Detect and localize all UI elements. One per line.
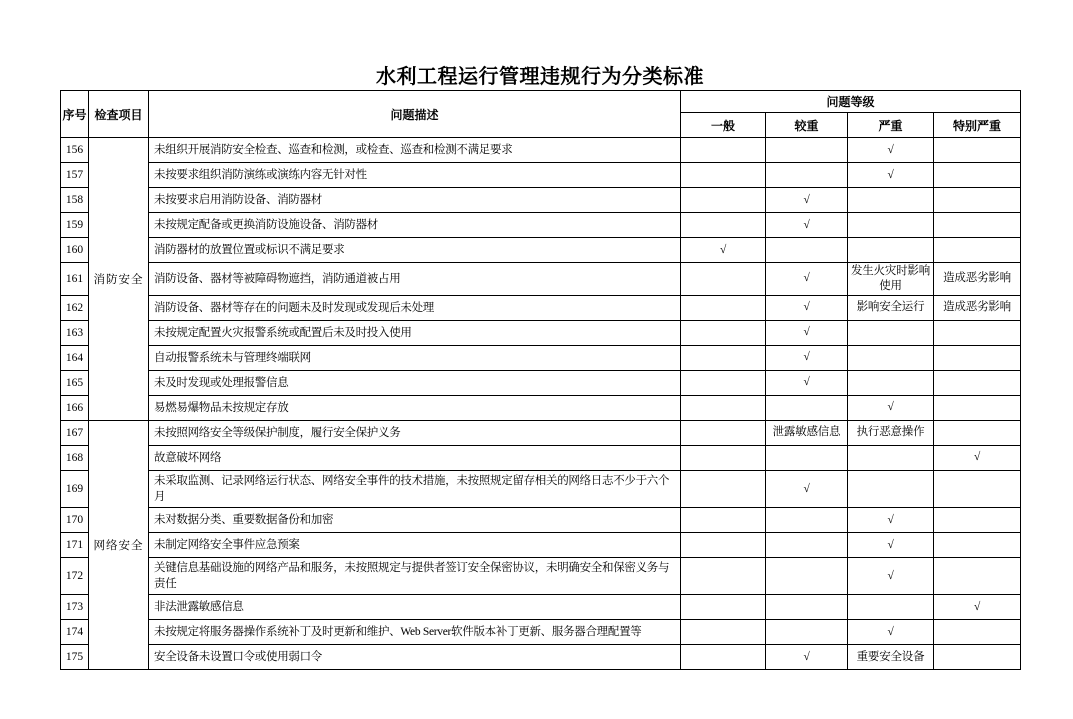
level-cell-serious: [766, 395, 848, 420]
level-cell-general: [681, 533, 766, 558]
classification-table: [60, 90, 1021, 670]
row-description: 未按要求组织消防演练或演练内容无针对性: [149, 163, 681, 188]
row-serial-number: 159: [61, 213, 89, 238]
level-cell-serious: [766, 595, 848, 620]
row-serial-number: 166: [61, 395, 89, 420]
row-description: 消防设备、器材等被障碍物遮挡，消防通道被占用: [149, 263, 681, 296]
row-serial-number: 168: [61, 445, 89, 470]
level-cell-extreme: 造成恶劣影响: [934, 295, 1021, 320]
row-description: 未及时发现或处理报警信息: [149, 370, 681, 395]
row-serial-number: 165: [61, 370, 89, 395]
level-cell-general: [681, 345, 766, 370]
level-cell-extreme: [934, 508, 1021, 533]
row-serial-number: 173: [61, 595, 89, 620]
row-description: 易燃易爆物品未按规定存放: [149, 395, 681, 420]
row-description: 未采取监测、记录网络运行状态、网络安全事件的技术措施，未按照规定留存相关的网络日志不少于六个月: [149, 470, 681, 507]
level-cell-serious: [766, 620, 848, 645]
level-cell-general: [681, 620, 766, 645]
level-cell-extreme: 造成恶劣影响: [934, 263, 1021, 296]
level-cell-serious: 泄露敏感信息: [766, 420, 848, 445]
table-row: [61, 213, 1021, 238]
table-row: [61, 238, 1021, 263]
level-cell-general: √: [681, 238, 766, 263]
level-cell-general: [681, 320, 766, 345]
table-row: [61, 558, 1021, 595]
table-row: [61, 395, 1021, 420]
level-cell-serious: [766, 508, 848, 533]
row-serial-number: 167: [61, 420, 89, 445]
level-cell-general: [681, 163, 766, 188]
level-cell-extreme: [934, 345, 1021, 370]
table-row: [61, 345, 1021, 370]
level-cell-general: [681, 370, 766, 395]
level-cell-general: [681, 420, 766, 445]
level-cell-severe: √: [848, 163, 934, 188]
table-row: [61, 595, 1021, 620]
level-cell-severe: √: [848, 508, 934, 533]
row-serial-number: 171: [61, 533, 89, 558]
level-cell-extreme: [934, 238, 1021, 263]
col-header-level-extreme: 特别严重: [934, 113, 1021, 138]
level-cell-severe: √: [848, 533, 934, 558]
level-cell-general: [681, 558, 766, 595]
col-header-level-general: 一般: [681, 113, 766, 138]
level-cell-severe: 重要安全设备: [848, 645, 934, 670]
col-header-category: 检查项目: [89, 91, 149, 138]
row-serial-number: 164: [61, 345, 89, 370]
level-cell-general: [681, 395, 766, 420]
level-cell-extreme: [934, 213, 1021, 238]
level-cell-extreme: [934, 620, 1021, 645]
level-cell-severe: [848, 595, 934, 620]
row-serial-number: 163: [61, 320, 89, 345]
table-row: [61, 420, 1021, 445]
table-row: [61, 533, 1021, 558]
row-description: 未按规定将服务器操作系统补丁及时更新和维护、Web Server软件版本补丁更新、服务器合理配置等: [149, 620, 681, 645]
level-cell-extreme: [934, 558, 1021, 595]
level-cell-serious: √: [766, 320, 848, 345]
row-description: 未按要求启用消防设备、消防器材: [149, 188, 681, 213]
table-row: [61, 320, 1021, 345]
table-row: [61, 645, 1021, 670]
row-serial-number: 160: [61, 238, 89, 263]
table-row: [61, 295, 1021, 320]
level-cell-extreme: [934, 533, 1021, 558]
table-row: [61, 263, 1021, 296]
row-serial-number: 158: [61, 188, 89, 213]
level-cell-severe: [848, 445, 934, 470]
row-description: 安全设备未设置口令或使用弱口令: [149, 645, 681, 670]
level-cell-extreme: [934, 138, 1021, 163]
row-description: 消防器材的放置位置或标识不满足要求: [149, 238, 681, 263]
row-description: 非法泄露敏感信息: [149, 595, 681, 620]
table-body: [61, 138, 1021, 670]
level-cell-serious: [766, 238, 848, 263]
level-cell-general: [681, 188, 766, 213]
level-cell-serious: √: [766, 213, 848, 238]
row-description: 消防设备、器材等存在的问题未及时发现或发现后未处理: [149, 295, 681, 320]
row-description: 未按照网络安全等级保护制度，履行安全保护义务: [149, 420, 681, 445]
level-cell-severe: [848, 238, 934, 263]
col-header-level-group: 问题等级: [681, 91, 1021, 113]
level-cell-serious: √: [766, 263, 848, 296]
table-row: [61, 445, 1021, 470]
level-cell-severe: [848, 470, 934, 507]
row-serial-number: 175: [61, 645, 89, 670]
level-cell-general: [681, 263, 766, 296]
category-group-cell: 消防安全: [89, 138, 149, 421]
level-cell-serious: [766, 445, 848, 470]
level-cell-extreme: [934, 645, 1021, 670]
row-serial-number: 156: [61, 138, 89, 163]
level-cell-extreme: [934, 320, 1021, 345]
row-description: 故意破坏网络: [149, 445, 681, 470]
level-cell-extreme: [934, 188, 1021, 213]
level-cell-general: [681, 595, 766, 620]
level-cell-serious: √: [766, 470, 848, 507]
level-cell-general: [681, 138, 766, 163]
level-cell-serious: [766, 558, 848, 595]
row-serial-number: 174: [61, 620, 89, 645]
level-cell-severe: [848, 213, 934, 238]
level-cell-serious: √: [766, 295, 848, 320]
level-cell-serious: √: [766, 370, 848, 395]
level-cell-general: [681, 508, 766, 533]
level-cell-severe: √: [848, 558, 934, 595]
col-header-serial: 序号: [61, 91, 89, 138]
next-row-border-stub: [60, 656, 61, 661]
row-serial-number: 157: [61, 163, 89, 188]
level-cell-general: [681, 445, 766, 470]
level-cell-severe: √: [848, 620, 934, 645]
level-cell-severe: √: [848, 395, 934, 420]
level-cell-severe: 执行恶意操作: [848, 420, 934, 445]
col-header-level-serious: 较重: [766, 113, 848, 138]
level-cell-serious: [766, 163, 848, 188]
level-cell-severe: 影响安全运行: [848, 295, 934, 320]
level-cell-extreme: [934, 370, 1021, 395]
row-description: 未组织开展消防安全检查、巡查和检测，或检查、巡查和检测不满足要求: [149, 138, 681, 163]
level-cell-extreme: [934, 420, 1021, 445]
header-row-top: [61, 91, 1021, 113]
row-description: 自动报警系统未与管理终端联网: [149, 345, 681, 370]
level-cell-severe: [848, 320, 934, 345]
level-cell-general: [681, 645, 766, 670]
row-serial-number: 172: [61, 558, 89, 595]
col-header-description: 问题描述: [149, 91, 681, 138]
level-cell-extreme: [934, 470, 1021, 507]
level-cell-serious: √: [766, 345, 848, 370]
category-group-cell: 网络安全: [89, 420, 149, 669]
level-cell-extreme: [934, 163, 1021, 188]
page-title: 水利工程运行管理违规行为分类标准: [376, 66, 704, 88]
row-description: 未对数据分类、重要数据备份和加密: [149, 508, 681, 533]
row-serial-number: 162: [61, 295, 89, 320]
row-serial-number: 170: [61, 508, 89, 533]
level-cell-extreme: √: [934, 445, 1021, 470]
table-row: [61, 508, 1021, 533]
level-cell-general: [681, 295, 766, 320]
row-serial-number: 161: [61, 263, 89, 296]
table-row: [61, 470, 1021, 507]
table-row: [61, 370, 1021, 395]
level-cell-extreme: √: [934, 595, 1021, 620]
row-description: 未按规定配备或更换消防设施设备、消防器材: [149, 213, 681, 238]
level-cell-general: [681, 470, 766, 507]
table-row: [61, 163, 1021, 188]
next-row-border-stub: [88, 656, 89, 661]
level-cell-serious: √: [766, 188, 848, 213]
level-cell-serious: [766, 138, 848, 163]
level-cell-severe: √: [848, 138, 934, 163]
table-row: [61, 620, 1021, 645]
table-row: [61, 188, 1021, 213]
row-description: 未按规定配置火灾报警系统或配置后未及时投入使用: [149, 320, 681, 345]
level-cell-general: [681, 213, 766, 238]
row-description: 未制定网络安全事件应急预案: [149, 533, 681, 558]
level-cell-severe: [848, 345, 934, 370]
level-cell-severe: [848, 370, 934, 395]
table-row: [61, 138, 1021, 163]
row-description: 关键信息基础设施的网络产品和服务，未按照规定与提供者签订安全保密协议，未明确安全和保密义务与责任: [149, 558, 681, 595]
row-serial-number: 169: [61, 470, 89, 507]
col-header-level-severe: 严重: [848, 113, 934, 138]
level-cell-serious: [766, 533, 848, 558]
level-cell-severe: 发生火灾时影响使用: [848, 263, 934, 296]
level-cell-extreme: [934, 395, 1021, 420]
level-cell-serious: √: [766, 645, 848, 670]
level-cell-severe: [848, 188, 934, 213]
